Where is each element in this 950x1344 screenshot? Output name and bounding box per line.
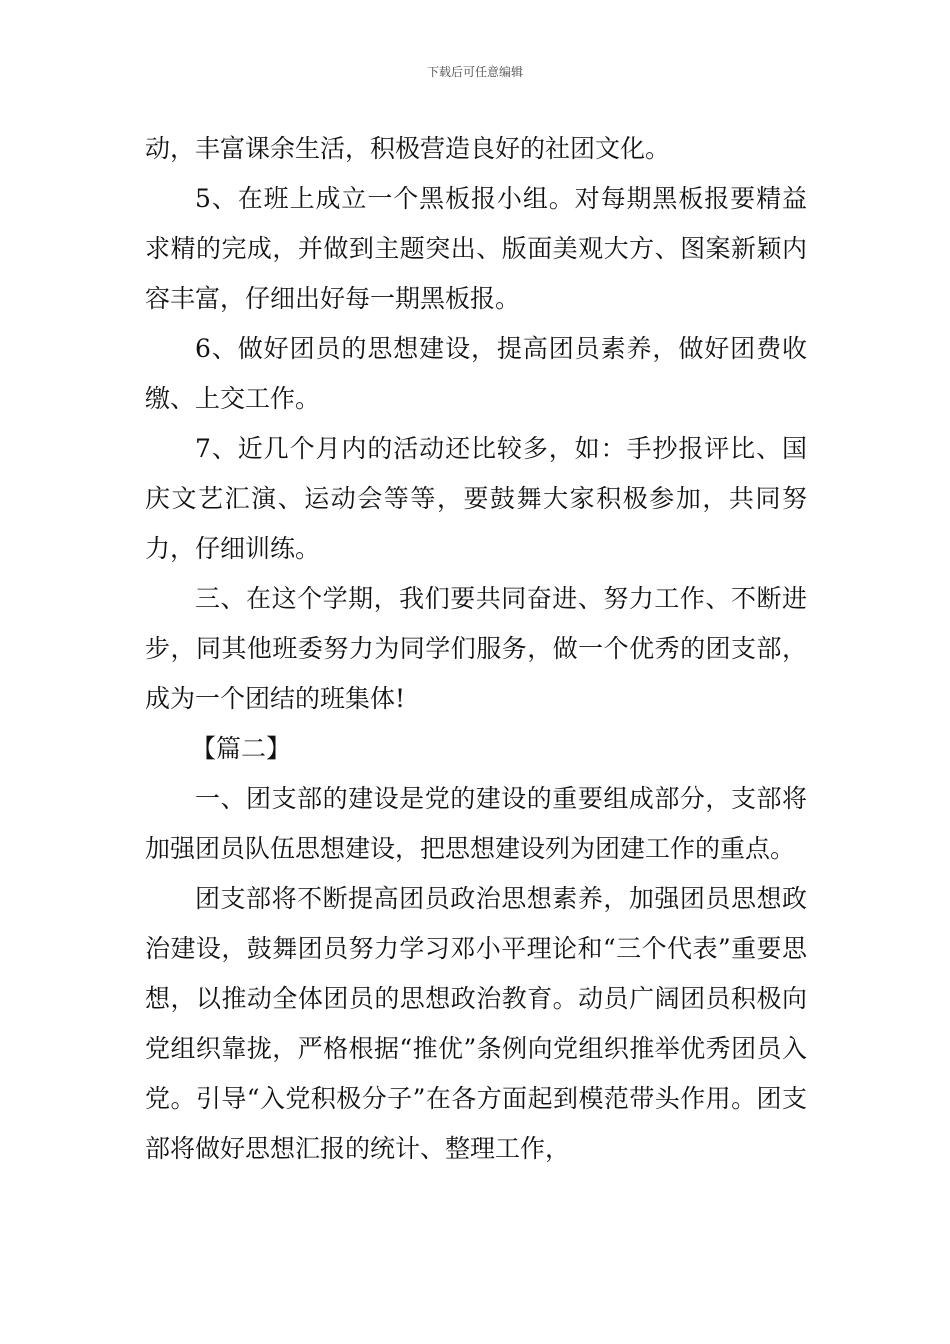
paragraph-item-6: 6、做好团员的思想建设，提高团员素养，做好团费收缴、上交工作。 (145, 334, 807, 413)
paragraph-section-three: 三、在这个学期，我们要共同奋进、努力工作、不断进步，同其他班委努力为同学们服务，做一个优秀的团支部，成为一个团结的班集体! (145, 584, 807, 713)
section-heading-part-two: 【篇二】 (191, 734, 292, 763)
paragraph-section-one: 一、团支部的建设是党的建设的重要组成部分，支部将加强团员队伍思想建设，把思想建设列为团建工作的重点。 (145, 784, 807, 863)
header-note: 下载后可任意编辑 (426, 65, 523, 79)
paragraph-ideological-building: 团支部将不断提高团员政治思想素养，加强团员思想政治建设，鼓舞团员努力学习邓小平理论和“三个代表”重要思想，以推动全体团员的思想政治教育。动员广阔团员积极向党组织靠拢，严格根据“推优”条例向党组织推举优秀团员入党。引导“入党积极分子”在各方面起到模范带头作用。团支部将做好思想汇报的统计、整理工作， (145, 884, 807, 1163)
paragraph-item-5: 5、在班上成立一个黑板报小组。对每期黑板报要精益求精的完成，并做到主题突出、版面美观大方、图案新颖内容丰富，仔细出好每一期黑板报。 (145, 184, 807, 313)
paragraph-item-7: 7、近几个月内的活动还比较多，如：手抄报评比、国庆文艺汇演、运动会等等，要鼓舞大家积极参加，共同努力，仔细训练。 (145, 434, 807, 563)
paragraph-continuation: 动，丰富课余生活，积极营造良好的社团文化。 (145, 134, 671, 163)
document-body (145, 124, 807, 1174)
